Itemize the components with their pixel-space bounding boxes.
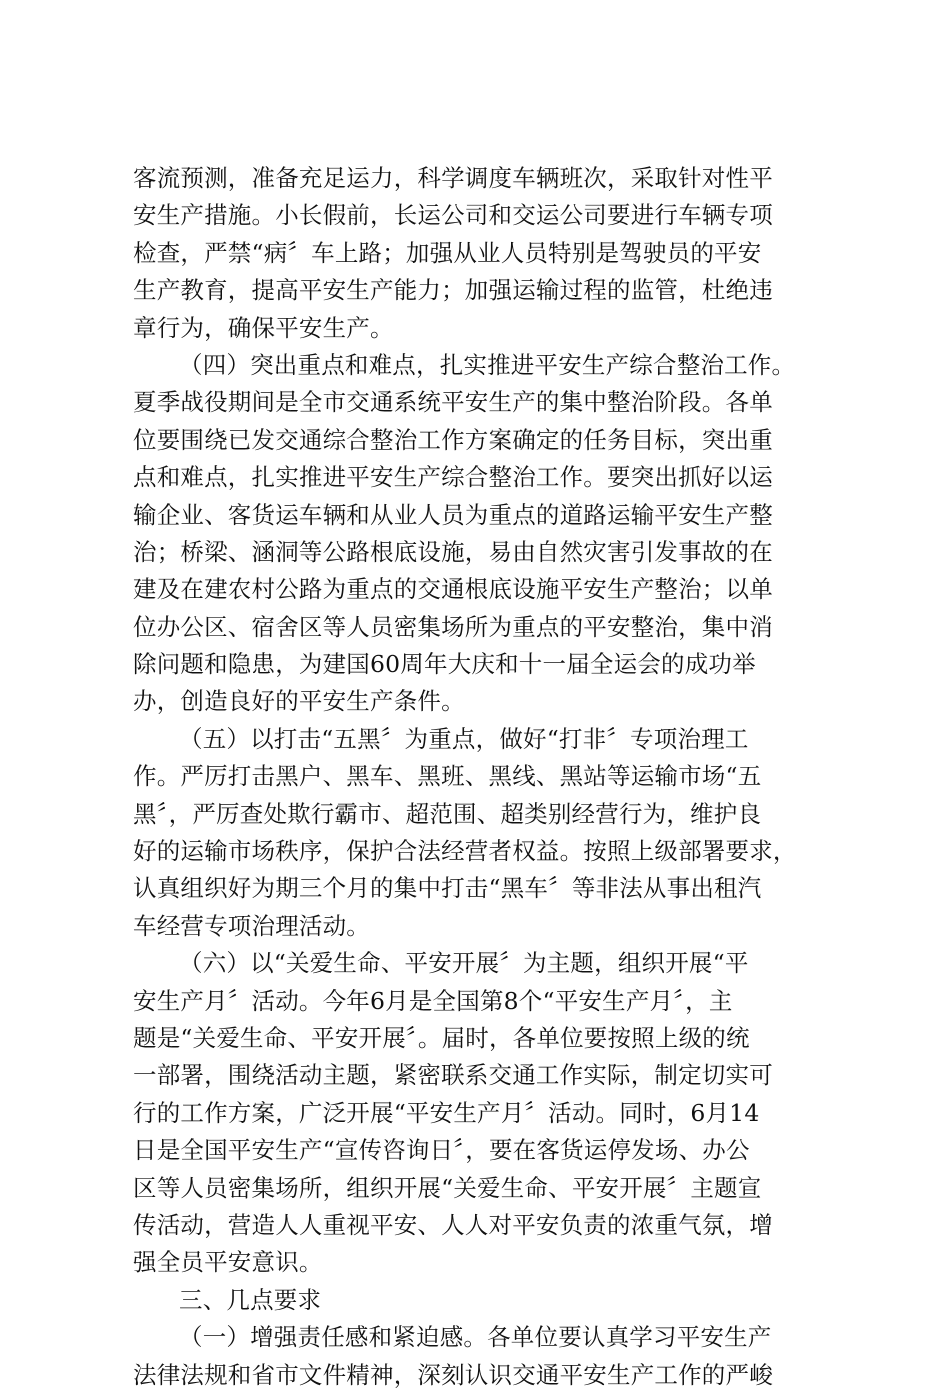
text-line: （五）以打击“五黑〞为重点，做好“打非〞专项治理工 — [179, 724, 749, 753]
text-line: 三、几点要求 — [179, 1285, 322, 1314]
text-line: 黑〞，严厉查处欺行霸市、超范围、超类别经营行为，维护良 — [133, 799, 762, 828]
text-line: 夏季战役期间是全市交通系统平安生产的集中整治阶段。各单 — [133, 388, 773, 417]
text-line: 检查，严禁“病〞车上路；加强从业人员特别是驾驶员的平安 — [133, 238, 762, 267]
text-line: 治；桥梁、涵洞等公路根底设施，易由自然灾害引发事故的在 — [133, 537, 773, 566]
text-line: 章行为，确保平安生产。 — [133, 313, 394, 342]
text-line: 认真组织好为期三个月的集中打击“黑车〞等非法从事出租汽 — [133, 874, 762, 903]
text-line: 生产教育，提高平安生产能力；加强运输过程的监管，杜绝违 — [133, 276, 773, 305]
text-line: 传活动，营造人人重视平安、人人对平安负责的浓重气氛，增 — [133, 1210, 773, 1239]
text-line: 作。严厉打击黑户、黑车、黑班、黑线、黑站等运输市场“五 — [133, 762, 762, 791]
text-line: 输企业、客货运车辆和从业人员为重点的道路运输平安生产整 — [133, 500, 773, 529]
text-line: 题是“关爱生命、平安开展〞。届时，各单位要按照上级的统 — [133, 1023, 750, 1052]
text-line: 办，创造良好的平安生产条件。 — [133, 687, 465, 716]
text-line: 安生产措施。小长假前，长运公司和交运公司要进行车辆专项 — [133, 201, 773, 230]
text-line: 区等人员密集场所，组织开展“关爱生命、平安开展〞主题宣 — [133, 1173, 762, 1202]
text-line: 行的工作方案，广泛开展“平安生产月〞活动。同时，6月14 — [133, 1098, 760, 1127]
text-line: 位办公区、宿舍区等人员密集场所为重点的平安整治，集中消 — [133, 612, 773, 641]
document-body — [133, 160, 833, 1394]
text-line: 好的运输市场秩序，保护合法经营者权益。按照上级部署要求， — [133, 837, 797, 866]
text-line: 日是全国平安生产“宣传咨询日〞，要在客货运停发场、办公 — [133, 1136, 750, 1165]
text-line: 安生产月〞活动。今年6月是全国第8个“平安生产月〞，主 — [133, 986, 733, 1015]
text-line: （六）以“关爱生命、平安开展〞为主题，组织开展“平 — [179, 949, 749, 978]
text-line: 客流预测，准备充足运力，科学调度车辆班次，采取针对性平 — [133, 164, 773, 192]
text-line: 强全员平安意识。 — [133, 1248, 323, 1277]
text-line: 车经营专项治理活动。 — [133, 911, 370, 940]
text-line: 建及在建农村公路为重点的交通根底设施平安生产整治；以单 — [133, 575, 773, 604]
text-line: 点和难点，扎实推进平安生产综合整治工作。要突出抓好以运 — [133, 463, 773, 492]
text-line: （四）突出重点和难点，扎实推进平安生产综合整治工作。 — [179, 350, 796, 379]
text-line: （一）增强责任感和紧迫感。各单位要认真学习平安生产 — [179, 1323, 772, 1352]
text-line: 一部署，围绕活动主题，紧密联系交通工作实际，制定切实可 — [133, 1061, 773, 1090]
text-line: 除问题和隐患，为建国60周年大庆和十一届全运会的成功举 — [133, 650, 756, 679]
text-line: 位要围绕已发交通综合整治工作方案确定的任务目标，突出重 — [133, 425, 773, 454]
text-line: 法律法规和省市文件精神，深刻认识交通平安生产工作的严峻 — [133, 1360, 773, 1389]
